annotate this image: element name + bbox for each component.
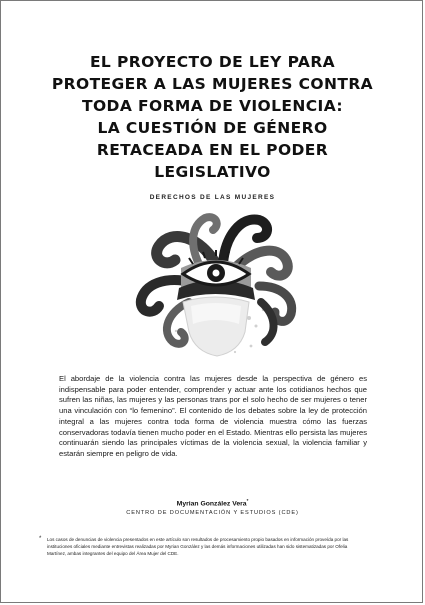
eye-woman-icon: [131, 206, 301, 371]
article-abstract: El abordaje de la violencia contra las mujeres desde la perspectiva de género es indispensable para poder entender, comprender y actuar ante los cotidianos hechos que sufren las niñas, las mujeres y las personas trans por el solo hecho de ser mujeres o tener una vinculación con “lo femenino”. El contenido de los debates sobre la ley de protección integral a las mujeres contra toda forma de violencia muestra cómo las fuerzas conservadoras todavía tienen mucho poder en el Estado. Mientras ello persista las mujeres continuarán siendo las principales víctimas de la violencia sexual, la violencia familiar y estarán siempre en peligro de vida.: [59, 374, 367, 458]
author-affiliation: CENTRO DE DOCUMENTACIÓN Y ESTUDIOS (CDE): [126, 510, 299, 516]
author-footnote-mark: *: [246, 498, 249, 503]
title-line: PROTEGER A LAS MUJERES CONTRA: [51, 75, 374, 93]
title-line: LA CUESTIÓN DE GÉNERO: [97, 119, 328, 137]
section-label: DERECHOS DE LAS MUJERES: [149, 194, 276, 201]
author-name: [1, 498, 424, 507]
title-line: LEGISLATIVO: [154, 163, 271, 181]
footnote-mark: *: [39, 536, 42, 542]
footnote: [39, 536, 365, 557]
eye-woman-illustration: [131, 206, 301, 371]
title-line: TODA FORMA DE VIOLENCIA:: [82, 97, 343, 115]
author-name-text: Myrian González Vera: [176, 500, 247, 508]
article-title: [31, 51, 394, 183]
title-line: EL PROYECTO DE LEY PARA: [89, 53, 336, 71]
title-line: RETACEADA EN EL PODER: [96, 141, 329, 159]
footnote-text: Los casos de denuncias de violencia presentados en este artículo son resultados de procesamiento propio basados en información proveída por las instituciones oficiales mediante entrevistas realizadas por Myrian González y las demás informaciones utilizadas han sido sistematizadas por Ofelia Martínez, ambas integrantes del equipo del Área Mujer del CDE.: [47, 537, 349, 556]
